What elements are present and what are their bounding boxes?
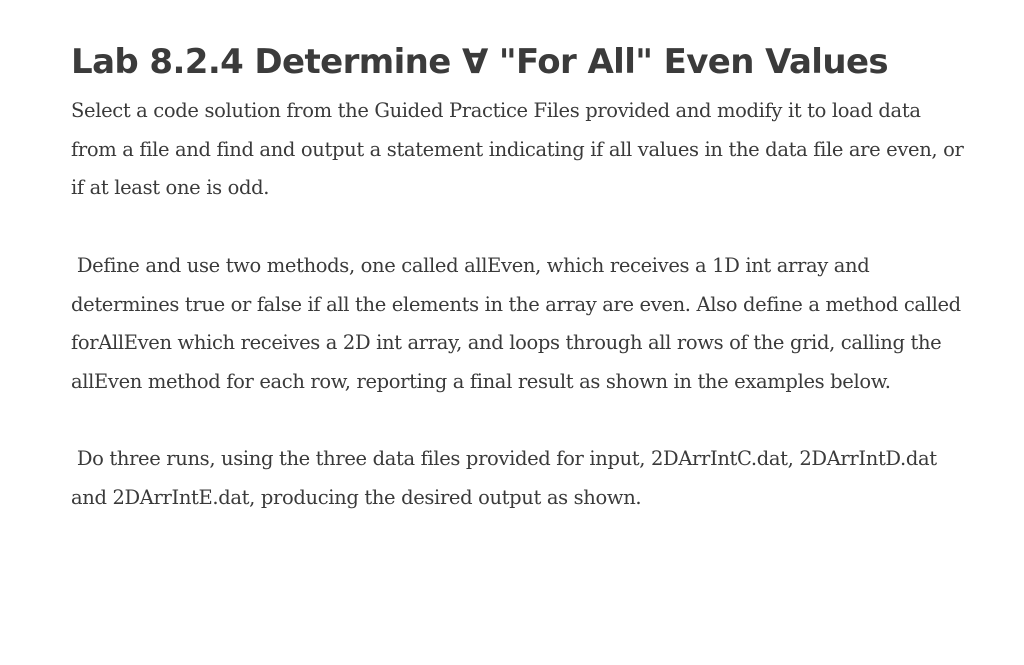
page-title: Lab 8.2.4 Determine ∀ "For All" Even Values (71, 42, 889, 82)
instruction-paragraph-3: Do three runs, using the three data files provided for input, 2DArrIntC.dat, 2DArrIntD.dat and 2DArrIntE.dat, producing the desired output as shown. (71, 447, 937, 509)
instruction-paragraph-1: Select a code solution from the Guided Practice Files provided and modify it to load data from a file and find and output a statement indicating if all values in the data file are even, or if at least one is odd. (71, 99, 964, 200)
lab-instructions (71, 92, 964, 518)
instruction-paragraph-2: Define and use two methods, one called allEven, which receives a 1D int array and determines true or false if all the elements in the array are even. Also define a method called forAllEven which receives a 2D int array, and loops through all rows of the grid, calling the allEven method for each row, reporting a final result as shown in the examples below. (71, 253, 961, 393)
